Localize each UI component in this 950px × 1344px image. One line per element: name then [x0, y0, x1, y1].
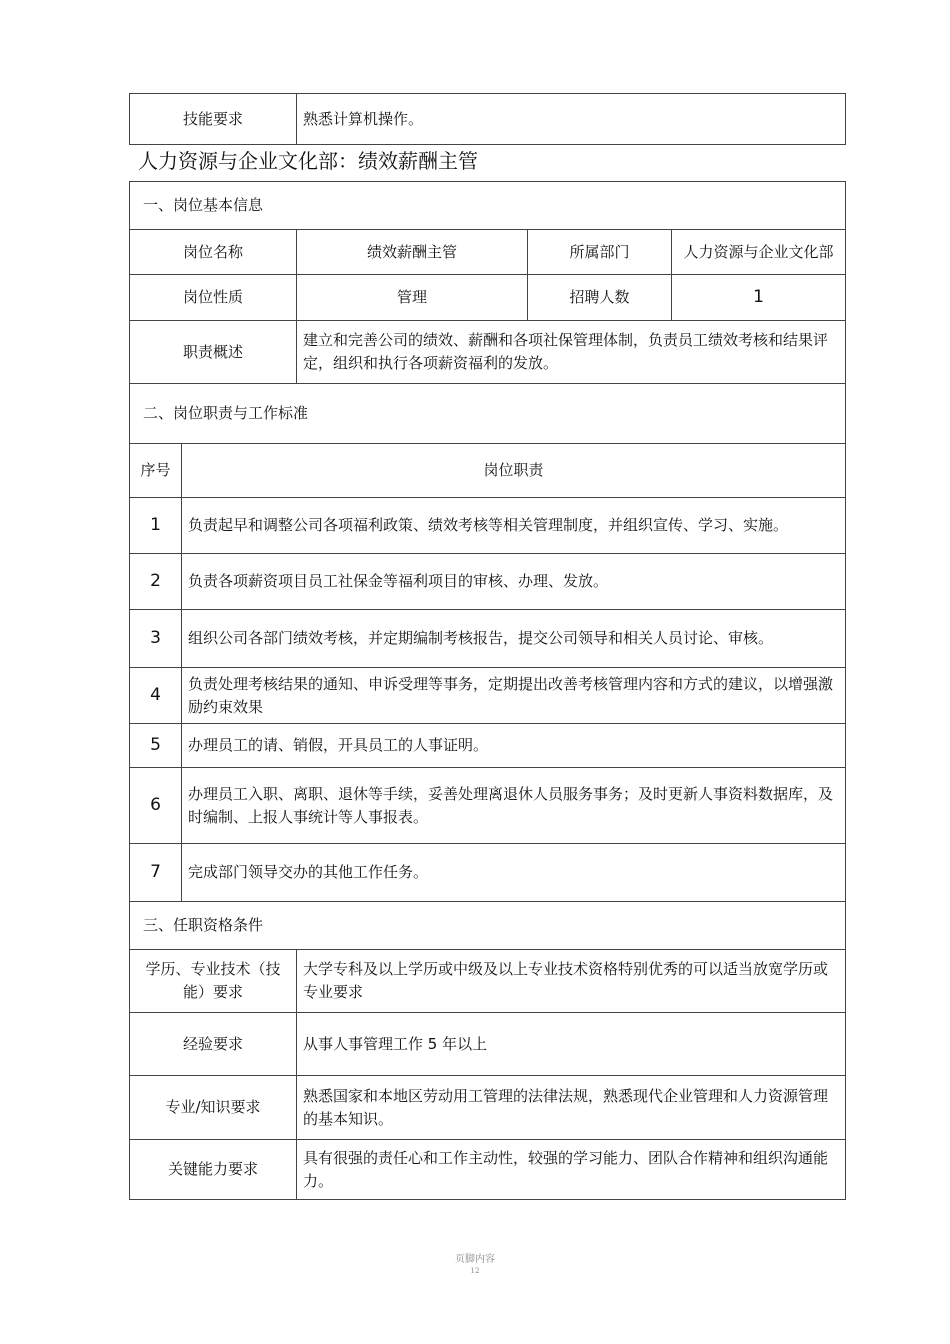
duty-row: [130, 554, 846, 610]
summary-value: 建立和完善公司的绩效、薪酬和各项社保管理体制，负责员工绩效考核和结果评定，组织和执行各项薪资福利的发放。: [297, 321, 846, 384]
skill-value: 熟悉计算机操作。: [297, 94, 846, 145]
qualification-row: [130, 1140, 846, 1200]
duty-number: 5: [130, 724, 182, 768]
duty-text: 组织公司各部门绩效考核，并定期编制考核报告，提交公司领导和相关人员讨论、审核。: [182, 610, 846, 668]
hire-count-label: 招聘人数: [528, 275, 672, 321]
duty-text: 完成部门领导交办的其他工作任务。: [182, 844, 846, 902]
qualification-label: 经验要求: [130, 1013, 297, 1076]
col-header-no: 序号: [130, 444, 182, 498]
duty-row: [130, 668, 846, 724]
qualification-row: [130, 950, 846, 1013]
qualification-value: 熟悉国家和本地区劳动用工管理的法律法规，熟悉现代企业管理和人力资源管理的基本知识。: [297, 1076, 846, 1140]
duty-text: 负责各项薪资项目员工社保金等福利项目的审核、办理、发放。: [182, 554, 846, 610]
section2-heading: 二、岗位职责与工作标准: [130, 384, 846, 444]
duty-number: 3: [130, 610, 182, 668]
duty-text: 办理员工的请、销假，开具员工的人事证明。: [182, 724, 846, 768]
duty-number: 2: [130, 554, 182, 610]
col-header-duty: 岗位职责: [182, 444, 846, 498]
skill-table: [129, 93, 846, 145]
info-row-nature: [130, 275, 846, 321]
duty-number: 6: [130, 768, 182, 844]
duty-text: 负责处理考核结果的通知、申诉受理等事务，定期提出改善考核管理内容和方式的建议，以增强激励约束效果: [182, 668, 846, 724]
duty-row: [130, 610, 846, 668]
position-nature-value: 管理: [297, 275, 528, 321]
duty-text: 办理员工入职、离职、退休等手续，妥善处理离退休人员服务事务；及时更新人事资料数据库，及时编制、上报人事统计等人事报表。: [182, 768, 846, 844]
footer-text: 页脚内容: [455, 1254, 495, 1265]
duty-row: [130, 844, 846, 902]
info-row-summary: [130, 321, 846, 384]
position-nature-label: 岗位性质: [130, 275, 297, 321]
qualification-value: 从事人事管理工作 5 年以上: [297, 1013, 846, 1076]
position-name-value: 绩效薪酬主管: [297, 230, 528, 275]
duty-row: [130, 498, 846, 554]
qualification-label: 关键能力要求: [130, 1140, 297, 1200]
position-name-label: 岗位名称: [130, 230, 297, 275]
qualification-label: 学历、专业技术（技能）要求: [130, 950, 297, 1013]
duty-number: 4: [130, 668, 182, 724]
info-row-name: [130, 230, 846, 275]
duty-row: [130, 724, 846, 768]
qualification-row: [130, 1013, 846, 1076]
page-number: 12: [470, 1267, 480, 1275]
page-title: 人力资源与企业文化部：绩效薪酬主管: [138, 149, 478, 173]
skill-row: [130, 94, 846, 145]
hire-count-value: 1: [672, 275, 846, 321]
qualification-value: 具有很强的责任心和工作主动性，较强的学习能力、团队合作精神和组织沟通能力。: [297, 1140, 846, 1200]
skill-label: 技能要求: [130, 94, 297, 145]
qualification-label: 专业/知识要求: [130, 1076, 297, 1140]
duty-number: 7: [130, 844, 182, 902]
summary-label: 职责概述: [130, 321, 297, 384]
qualification-value: 大学专科及以上学历或中级及以上专业技术资格特别优秀的可以适当放宽学历或专业要求: [297, 950, 846, 1013]
duty-text: 负责起早和调整公司各项福利政策、绩效考核等相关管理制度，并组织宣传、学习、实施。: [182, 498, 846, 554]
duty-row: [130, 768, 846, 844]
qualification-row: [130, 1076, 846, 1140]
job-description-table: [129, 181, 846, 1200]
section3-heading: 三、任职资格条件: [130, 902, 846, 950]
page-footer: [0, 1253, 950, 1276]
department-label: 所属部门: [528, 230, 672, 275]
department-value: 人力资源与企业文化部: [672, 230, 846, 275]
duty-header-row: [130, 444, 846, 498]
duty-number: 1: [130, 498, 182, 554]
section1-heading: 一、岗位基本信息: [130, 182, 846, 230]
